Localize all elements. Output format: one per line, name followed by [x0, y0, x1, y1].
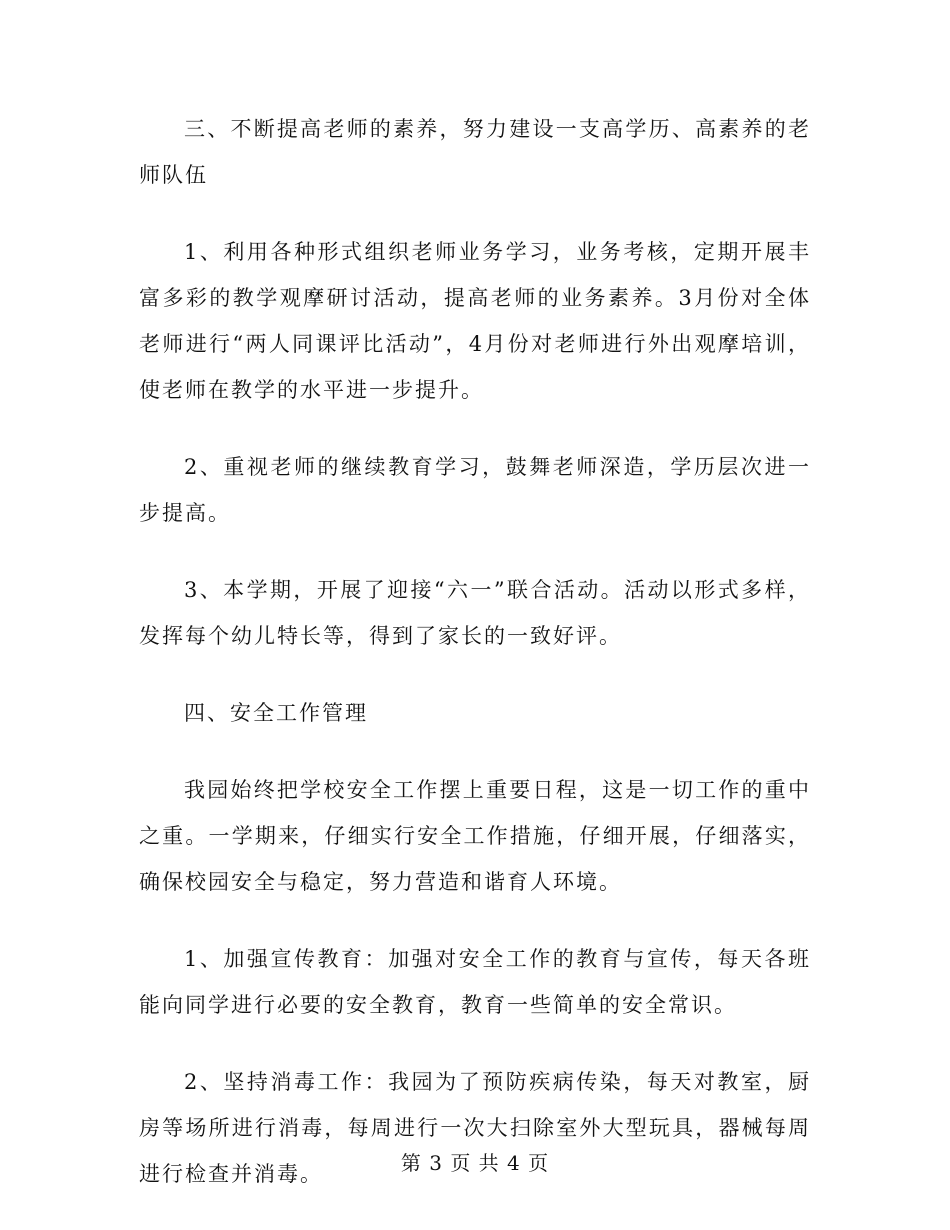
paragraph-safety-intro: 我园始终把学校安全工作摆上重要日程，这是一切工作的重中之重。一学期来，仔细实行安全工作措施，仔细开展，仔细落实，确保校园安全与稳定，努力营造和谐育人环境。: [139, 778, 811, 894]
paragraph-safety-item-2: 2、坚持消毒工作：我园为了预防疾病传染，每天对教室，厨房等场所进行消毒，每周进行一次大扫除室外大型玩具，器械每周进行检查并消毒。: [139, 1070, 811, 1186]
page-number-footer: 第 3 页 共 4 页: [400, 1151, 550, 1175]
paragraph-safety-item-1: 1、加强宣传教育：加强对安全工作的教育与宣传，每天各班能向同学进行必要的安全教育，教育一些简单的安全常识。: [139, 947, 811, 1017]
paragraph-item-1-study: 1、利用各种形式组织老师业务学习，业务考核，定期开展丰富多彩的教学观摩研讨活动，提高老师的业务素养。3月份对全体老师进行“两人同课评比活动”，4月份对老师进行外出观摩培训，使老师在教学的水平进一步提升。: [139, 240, 811, 402]
section-heading-three: 三、不断提高老师的素养，努力建设一支高学历、高素养的老师队伍: [139, 117, 811, 187]
section-heading-four: 四、安全工作管理: [184, 701, 368, 725]
paragraph-item-2-education: 2、重视老师的继续教育学习，鼓舞老师深造，学历层次进一步提高。: [139, 455, 811, 525]
document-body: [139, 106, 811, 1228]
paragraph-item-3-activity: 3、本学期，开展了迎接“六一”联合活动。活动以形式多样，发挥每个幼儿特长等，得到了家长的一致好评。: [139, 578, 811, 648]
